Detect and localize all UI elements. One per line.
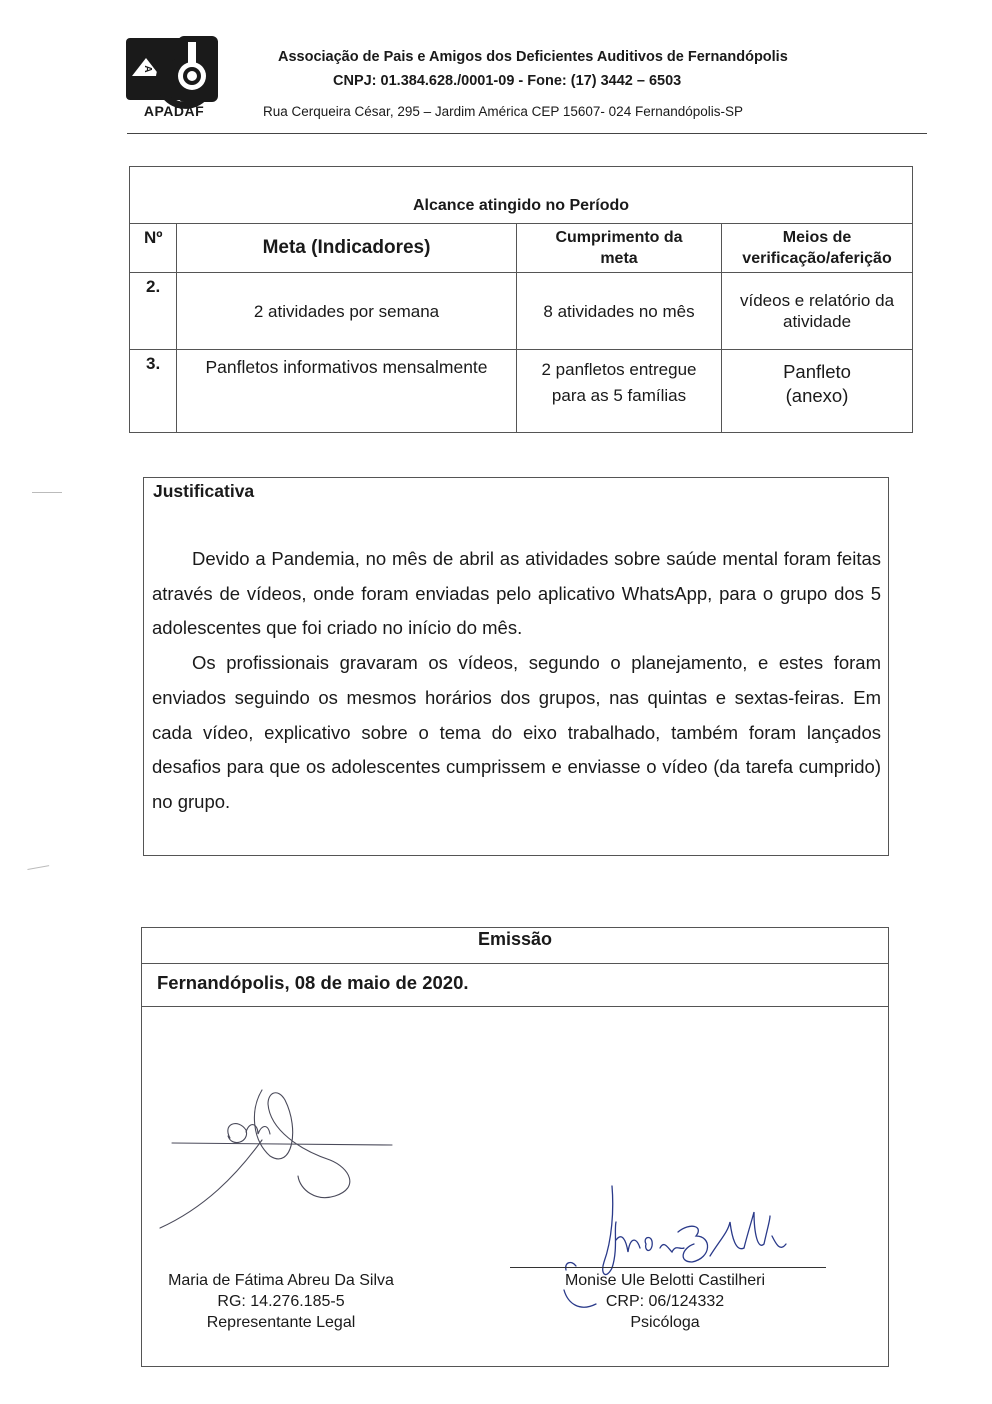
logo-text: APADAF [143,103,205,119]
justificativa-title: Justificativa [153,481,255,501]
signatory-role: Representante Legal [206,1314,356,1331]
row-cumprimento [517,273,722,350]
col-header-meios-line1: Meios de [782,229,852,246]
col-header-cumprimento [517,224,722,273]
header-divider [127,133,927,134]
row-meios-line2: (anexo) [785,385,849,406]
table-row [130,273,913,350]
scan-artifact [27,865,50,878]
row-number: 2. [130,273,177,350]
emissao-divider [141,963,889,964]
col-header-meta: Meta (Indicadores) [177,224,517,273]
row-meios-line2: atividade [782,312,852,331]
row-meta: Panfletos informativos mensalmente [177,350,517,433]
row-cumprimento [517,350,722,433]
emissao-date: Fernandópolis, 08 de maio de 2020. [157,972,469,993]
org-name: Associação de Pais e Amigos dos Deficientes Auditivos de Fernandópolis [278,49,788,65]
row-meta: 2 atividades por semana [177,273,517,350]
row-cumprimento-line1: 8 atividades no mês [543,301,695,321]
svg-text:A: A [142,65,153,73]
scan-artifact [32,492,62,493]
signatory-id: RG: 14.276.185-5 [217,1293,345,1310]
col-header-meios-line2: verificação/aferição [742,250,892,267]
col-header-meios [722,224,913,273]
emissao-title: Emissão [477,929,553,949]
table-header-row [130,224,913,273]
signatory-left [146,1270,416,1333]
signature-line [510,1267,826,1268]
row-cumprimento-line2: para as 5 famílias [551,386,687,405]
cnpj-phone: CNPJ: 01.384.628./0001-09 - Fone: (17) 3442 – 6503 [333,73,682,89]
signatory-name: Monise Ule Belotti Castilheri [564,1272,766,1289]
alcance-table [129,166,913,433]
row-meios [722,350,913,433]
signatory-id: CRP: 06/124332 [605,1293,725,1310]
col-header-cumprimento-line1: Cumprimento da [555,229,683,246]
signatory-name: Maria de Fátima Abreu Da Silva [168,1272,394,1289]
justificativa-paragraph: Os profissionais gravaram os vídeos, segundo o planejamento, e estes foram enviados seguindo os mesmos horários dos grupos, nas quintas e sextas-feiras. Em cada vídeo, explicativo sobre o tema do eixo trabalhado, também foram lançados desafios para que os adolescentes cumprissem e enviasse o vídeo (da tarefa cumprido) no grupo. [152,652,881,812]
table-row [130,350,913,433]
col-header-no: Nº [130,224,177,273]
justificativa-paragraph: Devido a Pandemia, no mês de abril as atividades sobre saúde mental foram feitas através de vídeos, onde foram enviadas pelo aplicativo WhatsApp, para o grupo dos 5 adolescentes que foi criado no início do mês. [152,548,881,639]
row-meios-line1: Panfleto [783,361,851,382]
alcance-title: Alcance atingido no Período [130,167,913,224]
row-number: 3. [130,350,177,433]
justificativa-body [152,542,881,820]
signatory-role: Psicóloga [630,1314,700,1331]
org-address: Rua Cerqueira César, 295 – Jardim América CEP 15607- 024 Fernandópolis-SP [263,104,744,119]
signatory-right [520,1270,810,1333]
row-cumprimento-line1: 2 panfletos entregue [541,360,697,379]
col-header-cumprimento-line2: meta [600,250,638,267]
row-meios-line1: vídeos e relatório da [739,291,895,310]
row-meios [722,273,913,350]
emissao-divider [141,1006,889,1007]
